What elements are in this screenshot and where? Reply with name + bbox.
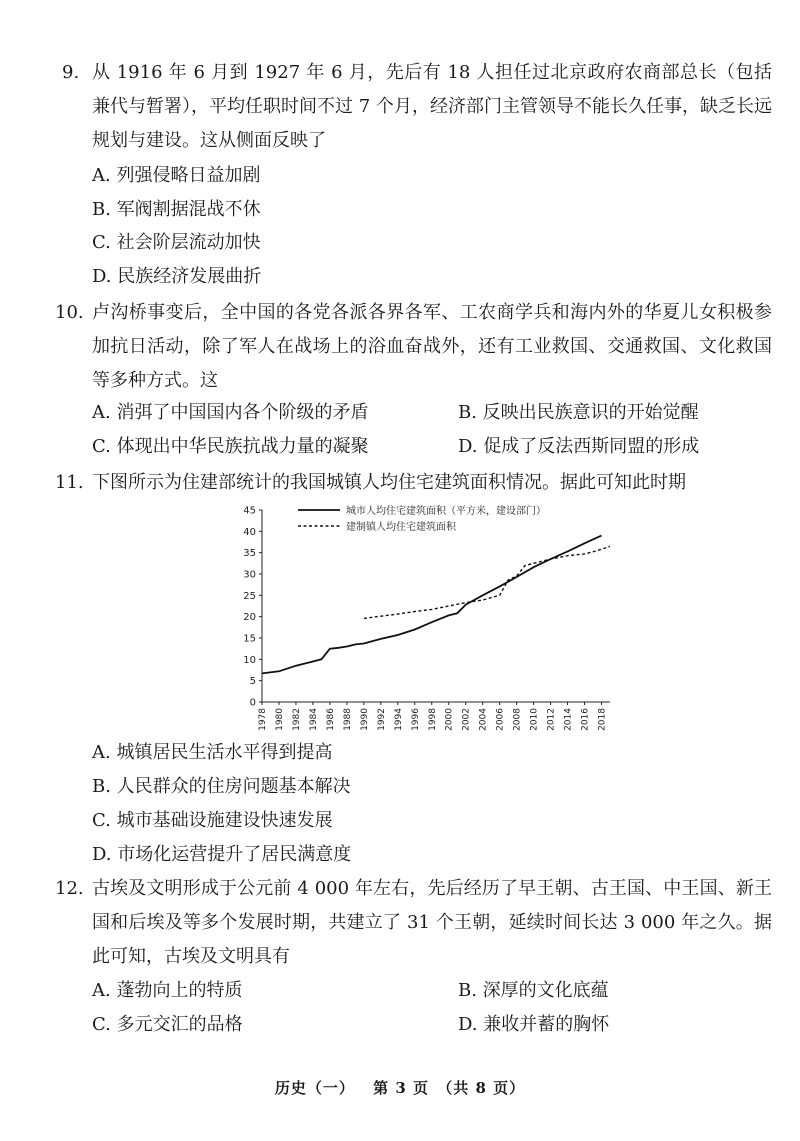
y-tick-label: 5 xyxy=(249,676,256,688)
option-b: B. 反映出民族意识的开始觉醒 xyxy=(458,402,699,423)
legend-label: 建制镇人均住宅建筑面积 xyxy=(346,522,456,533)
option-c: C. 多元交汇的品格 xyxy=(92,1014,243,1035)
question-number: 12. xyxy=(55,878,84,899)
question-number: 10. xyxy=(55,302,84,323)
option-b: B. 深厚的文化底蕴 xyxy=(458,980,609,1001)
y-tick-label: 30 xyxy=(243,569,256,581)
chart-series xyxy=(262,536,610,674)
option-c: C. 体现出中华民族抗战力量的凝聚 xyxy=(92,436,369,457)
x-tick-label: 1994 xyxy=(393,708,404,731)
y-tick-label: 15 xyxy=(243,633,256,645)
option-d: D. 促成了反法西斯同盟的形成 xyxy=(458,436,700,457)
chart-axes xyxy=(243,506,610,731)
y-tick-label: 35 xyxy=(243,548,256,560)
option-c: C. 社会阶层流动加快 xyxy=(92,232,261,253)
y-tick-label: 40 xyxy=(243,526,256,538)
x-tick-label: 1986 xyxy=(325,708,336,731)
x-tick-label: 2010 xyxy=(529,708,540,731)
y-tick-label: 10 xyxy=(243,654,256,666)
footer-total: （共 8 页） xyxy=(437,1079,526,1097)
x-tick-label: 1996 xyxy=(410,708,421,731)
x-tick-label: 2018 xyxy=(597,708,608,731)
question-text: 卢沟桥事变后，全中国的各党各派各界各军、工农商学兵和海内外的华夏儿女积极参加抗日活动，除了军人在战场上的浴血奋战外，还有工业救国、交通救国、文化救国等多种方式。这 xyxy=(92,302,772,391)
x-tick-label: 2012 xyxy=(546,708,557,731)
page-footer xyxy=(0,1077,800,1098)
question-10-stem xyxy=(55,296,772,398)
y-tick-label: 0 xyxy=(249,697,256,709)
option-d: D. 市场化运营提升了居民满意度 xyxy=(92,844,352,865)
x-tick-label: 1998 xyxy=(427,708,438,731)
x-tick-label: 1978 xyxy=(258,708,268,731)
footer-subject: 历史（一） xyxy=(274,1079,355,1097)
option-c: C. 城市基础设施建设快速发展 xyxy=(92,810,333,831)
x-tick-label: 1990 xyxy=(359,708,370,731)
x-tick-label: 2016 xyxy=(580,708,591,731)
x-tick-label: 1984 xyxy=(308,708,319,731)
option-a: A. 城镇居民生活水平得到提高 xyxy=(92,742,333,763)
option-b: B. 军阀割据混战不休 xyxy=(92,199,261,220)
x-tick-label: 1982 xyxy=(291,708,302,731)
question-9-stem xyxy=(62,56,772,158)
x-tick-label: 1988 xyxy=(342,708,353,731)
question-number: 11. xyxy=(55,472,84,493)
option-d: D. 兼收并蓄的胸怀 xyxy=(458,1014,610,1035)
option-a: A. 蓬勃向上的特质 xyxy=(92,980,243,1001)
question-11-stem xyxy=(55,466,772,500)
x-tick-label: 2008 xyxy=(512,708,523,731)
legend-label: 城市人均住宅建筑面积（平方米，建设部门） xyxy=(346,506,546,517)
option-a: A. 消弭了中国国内各个阶级的矛盾 xyxy=(92,402,369,423)
series-line-town xyxy=(364,546,610,618)
question-12-stem xyxy=(55,872,772,974)
x-tick-label: 1980 xyxy=(274,708,285,731)
x-tick-label: 1992 xyxy=(376,708,387,731)
x-tick-label: 2000 xyxy=(444,708,455,731)
x-tick-label: 2006 xyxy=(495,708,506,731)
question-text: 从 1916 年 6 月到 1927 年 6 月，先后有 18 人担任过北京政府农商部总长（包括兼代与暂署），平均任职时间不过 7 个月，经济部门主管领导不能长久任事，缺乏长远规划与建设。这从侧面反映了 xyxy=(92,62,772,151)
chart-legend xyxy=(298,504,546,533)
footer-page: 第 3 页 xyxy=(373,1079,429,1097)
question-number: 9. xyxy=(62,62,80,83)
x-tick-label: 2004 xyxy=(478,708,489,731)
series-line-city xyxy=(262,536,602,674)
option-d: D. 民族经济发展曲折 xyxy=(92,266,262,287)
housing-area-line-chart xyxy=(222,500,622,740)
option-b: B. 人民群众的住房问题基本解决 xyxy=(92,776,351,797)
question-text: 下图所示为住建部统计的我国城镇人均住宅建筑面积情况。据此可知此时期 xyxy=(92,472,686,493)
x-tick-label: 2014 xyxy=(563,708,574,731)
y-tick-label: 45 xyxy=(243,505,256,517)
option-a: A. 列强侵略日益加剧 xyxy=(92,165,261,186)
x-tick-label: 2002 xyxy=(461,708,472,731)
y-tick-label: 25 xyxy=(243,590,256,602)
question-text: 古埃及文明形成于公元前 4 000 年左右，先后经历了早王朝、古王国、中王国、新王国和后埃及等多个发展时期，共建立了 31 个王朝，延续时间长达 3 000 年之久。据此可知，古埃及文明具有 xyxy=(92,878,772,967)
y-tick-label: 20 xyxy=(243,612,256,624)
